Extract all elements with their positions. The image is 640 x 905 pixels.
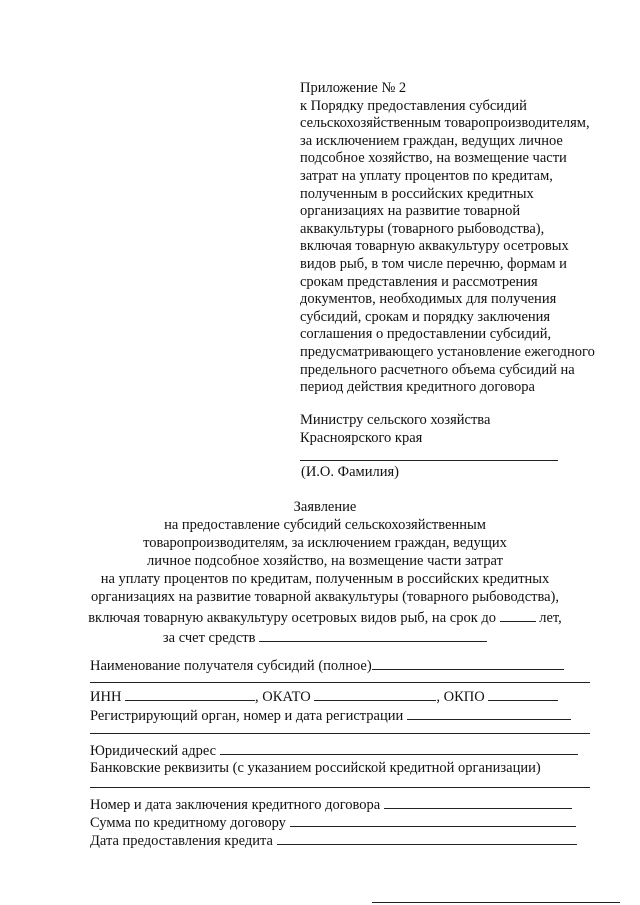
legal-address-label: Юридический адрес xyxy=(90,743,217,759)
recipient-name-label: Наименование получателя субсидий (полное) xyxy=(90,658,372,674)
appendix-line: срокам представления и рассмотрения xyxy=(300,273,538,290)
appendix-header xyxy=(300,80,620,397)
statement-title xyxy=(60,498,590,647)
term-prefix: включая товарную аквакультуру осетровых видов рыб, на срок до xyxy=(88,609,496,626)
page-bottom-line xyxy=(372,902,620,903)
appendix-line: за исключением граждан, ведущих личное xyxy=(300,132,563,149)
legal-address-field[interactable] xyxy=(220,740,578,755)
recipient-name-row xyxy=(90,655,564,675)
loan-date-field[interactable] xyxy=(277,830,577,845)
addressee-block xyxy=(300,411,490,447)
okato-field[interactable] xyxy=(314,686,436,701)
appendix-line: сельскохозяйственным товаропроизводителям, xyxy=(300,115,590,132)
loan-amount-field[interactable] xyxy=(290,812,576,827)
appendix-line: предельного расчетного объема субсидий на xyxy=(300,361,575,378)
loan-contract-row xyxy=(90,794,572,814)
term-years-field[interactable] xyxy=(500,607,536,622)
funds-label: за счет средств xyxy=(162,629,256,646)
loan-amount-row xyxy=(90,812,576,832)
statement-line: личное подсобное хозяйство, на возмещение части затрат xyxy=(147,553,503,570)
bank-details-row xyxy=(90,759,541,777)
appendix-line: документов, необходимых для получения xyxy=(300,291,557,308)
addressee-name-line[interactable] xyxy=(300,460,558,461)
funds-source-field[interactable] xyxy=(259,627,487,642)
inn-field[interactable] xyxy=(125,686,255,701)
appendix-line: соглашения о предоставлении субсидий, xyxy=(300,326,552,343)
okpo-label: , ОКПО xyxy=(436,689,485,705)
appendix-line: затрат на уплату процентов по кредитам, xyxy=(300,167,553,184)
statement-line: на предоставление субсидий сельскохозяйственным xyxy=(164,517,486,534)
registration-row xyxy=(90,705,571,725)
signature-caption: (И.О. Фамилия) xyxy=(301,464,399,480)
appendix-line: субсидий, срокам и порядку заключения xyxy=(300,308,551,325)
addressee-title: Министру сельского хозяйства xyxy=(300,412,491,428)
appendix-line: включая товарную аквакультуру осетровых xyxy=(300,238,569,255)
appendix-line: период действия кредитного договора xyxy=(300,379,535,396)
bank-details-label: Банковские реквизиты (с указанием российской кредитной организации) xyxy=(90,760,541,776)
appendix-line: подсобное хозяйство, на возмещение части xyxy=(300,150,567,167)
statement-line: на уплату процентов по кредитам, полученным в российских кредитных xyxy=(100,571,550,588)
recipient-name-field-continued[interactable] xyxy=(90,682,590,683)
bank-details-field[interactable] xyxy=(90,787,590,788)
appendix-line: аквакультуры (товарного рыбоводства), xyxy=(300,220,545,237)
okato-label: , ОКАТО xyxy=(255,689,311,705)
term-suffix: лет, xyxy=(539,609,562,626)
okpo-field[interactable] xyxy=(488,686,558,701)
statement-line: организациях на развитие товарной аквакультуры (товарного рыбоводства), xyxy=(90,589,560,606)
statement-term-line xyxy=(60,607,590,627)
loan-contract-field[interactable] xyxy=(384,794,572,809)
loan-date-row xyxy=(90,830,577,850)
loan-amount-label: Сумма по кредитному договору xyxy=(90,815,286,831)
appendix-line: организациях на развитие товарной xyxy=(300,203,521,220)
legal-address-row xyxy=(90,740,578,760)
appendix-line: к Порядку предоставления субсидий xyxy=(300,97,527,114)
loan-date-label: Дата предоставления кредита xyxy=(90,833,273,849)
statement-funds-line xyxy=(60,627,590,647)
appendix-line: видов рыб, в том числе перечню, формам и xyxy=(300,255,567,272)
statement-heading: Заявление xyxy=(293,499,357,515)
registration-label: Регистрирующий орган, номер и дата регистрации xyxy=(90,708,404,724)
appendix-line: предусматривающего установление ежегодного xyxy=(300,343,595,360)
registration-field-continued[interactable] xyxy=(90,733,590,734)
addressee-region: Красноярского края xyxy=(300,430,423,446)
recipient-name-field[interactable] xyxy=(372,655,564,670)
loan-contract-label: Номер и дата заключения кредитного договора xyxy=(90,797,381,813)
inn-label: ИНН xyxy=(90,689,122,705)
statement-line: товаропроизводителям, за исключением граждан, ведущих xyxy=(143,535,507,552)
codes-row xyxy=(90,686,558,706)
registration-field[interactable] xyxy=(407,705,571,720)
appendix-line: Приложение № 2 xyxy=(300,80,407,96)
appendix-line: полученным в российских кредитных xyxy=(300,185,534,202)
